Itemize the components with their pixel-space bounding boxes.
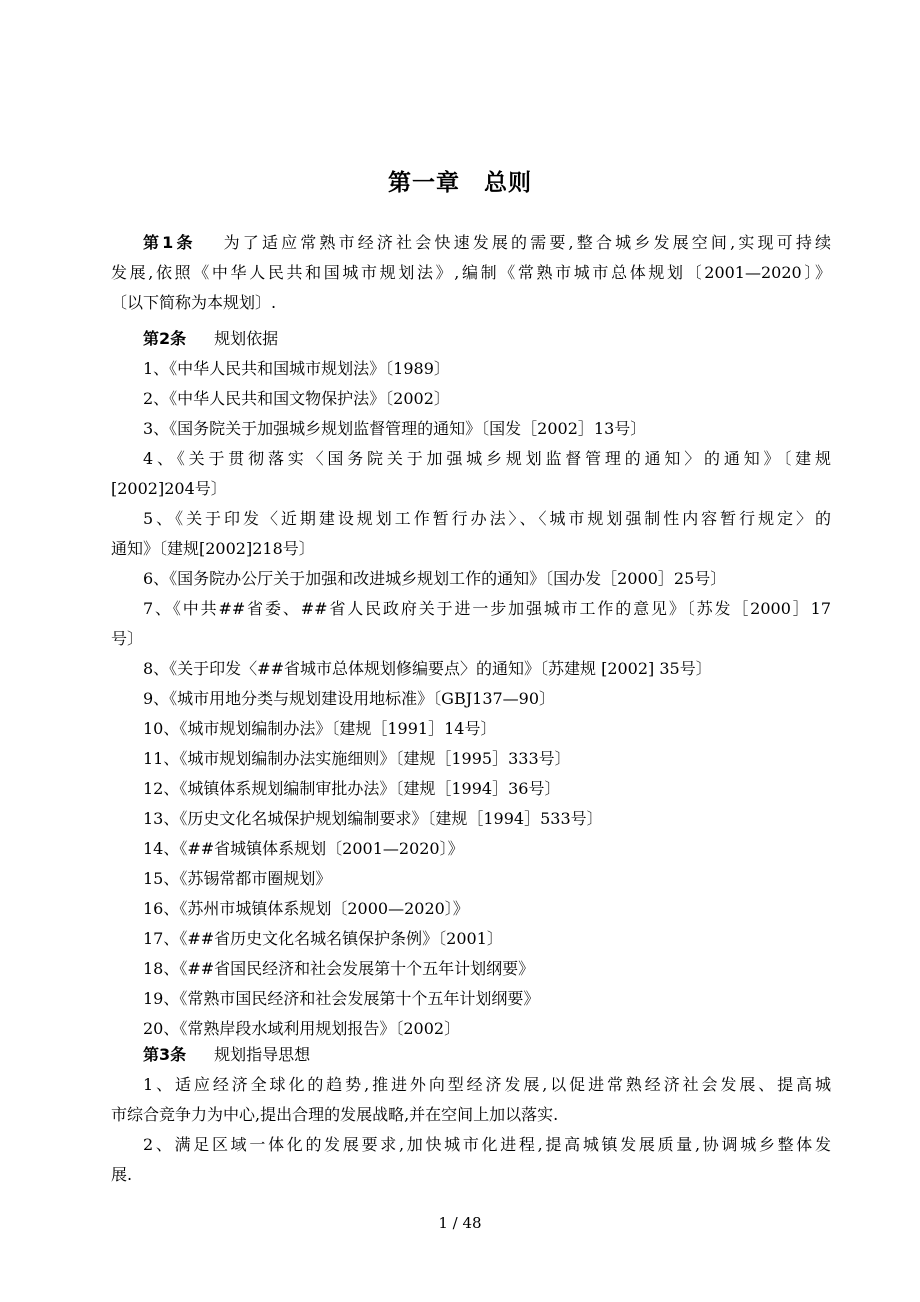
list-item-line: 通知》〔建规[2002]218号〕 — [111, 539, 315, 558]
list-item-line: 18、《##省国民经济和社会发展第十个五年计划纲要》 — [143, 959, 535, 978]
list-item — [111, 774, 831, 804]
list-item — [111, 654, 831, 684]
list-item-line: 16、《苏州市城镇体系规划〔2000—2020〕》 — [143, 899, 469, 918]
list-item-line: 20、《常熟岸段水域利用规划报告》〔2002〕 — [143, 1019, 461, 1038]
list-item-line: 2、满足区域一体化的发展要求,加快城市化进程,提高城镇发展质量,协调城乡整体发 — [143, 1135, 831, 1154]
article-2-list — [111, 354, 831, 1044]
list-item-line: 1、适应经济全球化的趋势,推进外向型经济发展,以促进常熟经济社会发展、提高城 — [143, 1075, 831, 1094]
article-1-line-2: 发展,依照《中华人民共和国城市规划法》,编制《常熟市城市总体规划〔2001—2020〕》 — [111, 263, 831, 282]
list-item-line: 7、《中共##省委、##省人民政府关于进一步加强城市工作的意见》〔苏发［2000］17 — [143, 599, 831, 618]
list-item-line: 14、《##省城镇体系规划〔2001—2020〕》 — [143, 839, 464, 858]
list-item-line: 6、《国务院办公厅关于加强和改进城乡规划工作的通知》〔国办发［2000］25号〕 — [143, 569, 727, 588]
list-item-line: 展. — [111, 1165, 133, 1184]
article-2-title: 规划依据 — [214, 329, 279, 348]
article-2-label: 第2条 — [143, 329, 187, 348]
list-item-line: 号〕 — [111, 629, 144, 648]
list-item — [111, 384, 831, 414]
list-item — [111, 924, 831, 954]
article-1-label: 第1条 — [143, 233, 196, 252]
list-item-line: 3、《国务院关于加强城乡规划监督管理的通知》〔国发［2002］13号〕 — [143, 419, 647, 438]
list-item-line: 2、《中华人民共和国文物保护法》〔2002〕 — [143, 389, 450, 408]
list-item — [111, 984, 831, 1014]
list-item — [111, 834, 831, 864]
list-item-line: 9、《城市用地分类与规划建设用地标准》〔GBJ137—90〕 — [143, 689, 556, 708]
list-item-line: 10、《城市规划编制办法》〔建规［1991］14号〕 — [143, 719, 497, 738]
list-item — [111, 444, 831, 504]
page-indicator: 1 / 48 — [438, 1214, 482, 1232]
list-item — [111, 684, 831, 714]
list-item — [111, 714, 831, 744]
list-item-line: 12、《城镇体系规划编制审批办法》〔建规［1994］36号〕 — [143, 779, 561, 798]
chapter-title: 第一章 总则 — [388, 170, 532, 196]
article-3-list — [111, 1070, 831, 1190]
article-1 — [111, 228, 831, 318]
list-item — [111, 594, 831, 654]
article-3-label: 第3条 — [143, 1045, 187, 1064]
list-item-line: 19、《常熟市国民经济和社会发展第十个五年计划纲要》 — [143, 989, 540, 1008]
list-item — [111, 504, 831, 564]
list-item — [111, 414, 831, 444]
list-item-line: 8、《关于印发〈##省城市总体规划修编要点〉的通知》〔苏建规 [2002] 35号〕 — [143, 659, 712, 678]
list-item-line: 5、《关于印发〈近期建设规划工作暂行办法〉、〈城市规划强制性内容暂行规定〉的 — [143, 509, 831, 528]
list-item-line: 市综合竞争力为中心,提出合理的发展战略,并在空间上加以落实. — [111, 1105, 559, 1124]
list-item-line: [2002]204号〕 — [111, 479, 227, 498]
article-3-title: 规划指导思想 — [214, 1045, 311, 1064]
list-item-line: 13、《历史文化名城保护规划编制要求》〔建规［1994］533号〕 — [143, 809, 603, 828]
list-item-line: 4、《关于贯彻落实〈国务院关于加强城乡规划监督管理的通知〉的通知》〔建规 — [143, 449, 831, 468]
list-item — [111, 354, 831, 384]
list-item — [111, 894, 831, 924]
list-item — [111, 954, 831, 984]
list-item-line: 17、《##省历史文化名城名镇保护条例》〔2001〕 — [143, 929, 503, 948]
list-item — [111, 804, 831, 834]
list-item — [111, 564, 831, 594]
list-item-line: 11、《城市规划编制办法实施细则》〔建规［1995］333号〕 — [143, 749, 571, 768]
list-item — [111, 1130, 831, 1190]
list-item — [111, 864, 831, 894]
list-item — [111, 744, 831, 774]
list-item-line: 1、《中华人民共和国城市规划法》〔1989〕 — [143, 359, 450, 378]
list-item — [111, 1070, 831, 1130]
article-2-heading — [143, 324, 278, 354]
article-3-heading — [143, 1040, 310, 1070]
article-1-line-3: 〔以下简称为本规划〕. — [111, 293, 277, 312]
list-item-line: 15、《苏锡常都市圈规划》 — [143, 869, 332, 888]
article-1-line-1: 第1条 为了适应常熟市经济社会快速发展的需要,整合城乡发展空间,实现可持续 — [143, 233, 831, 252]
